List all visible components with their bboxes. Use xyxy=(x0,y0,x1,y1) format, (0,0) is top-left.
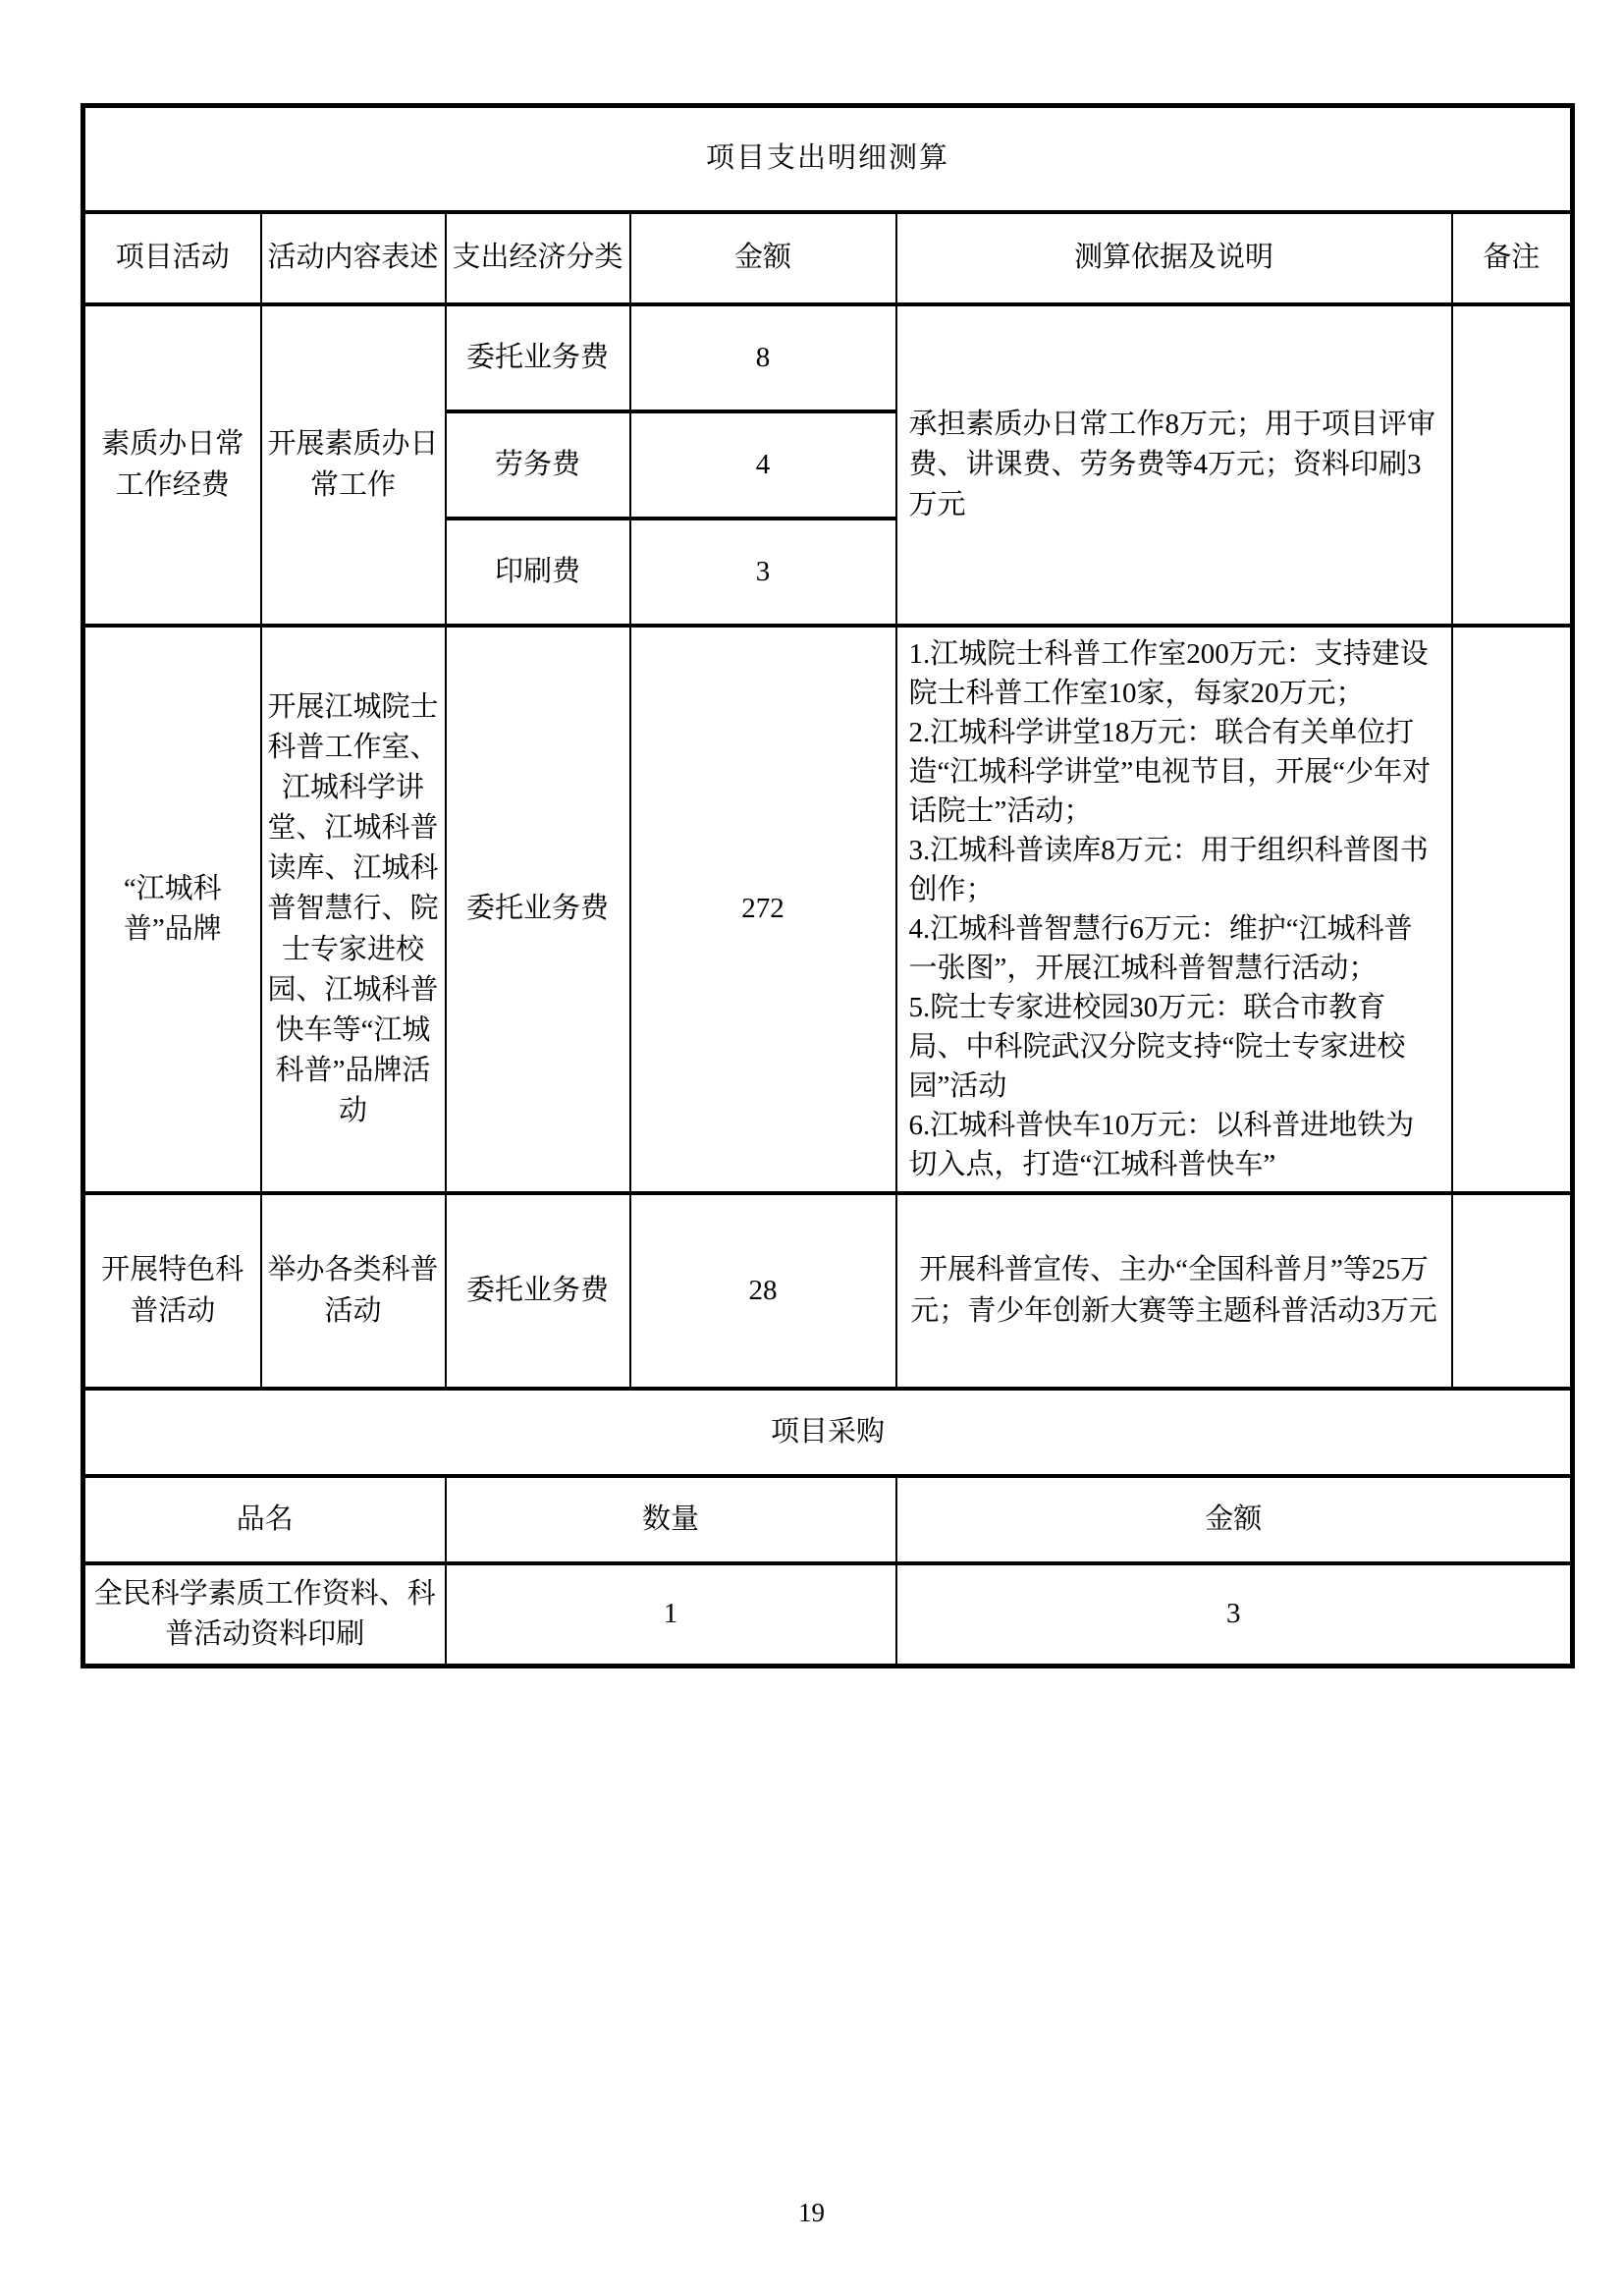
section1-item2-amount: 4 xyxy=(630,411,896,519)
section1-item3-category: 印刷费 xyxy=(446,519,630,626)
section3-remark xyxy=(1452,1193,1573,1389)
section2-basis: 1.江城院士科普工作室200万元：支持建设院士科普工作室10家，每家20万元； 2.江城科学讲堂18万元：联合有关单位打造“江城科学讲堂”电视节目，开展“少年对话院士”活动； 3.江城科普读库8万元：用于组织科普图书创作； 4.江城科普智慧行6万元：维护“江城科普一张图”，开展江城科普智慧行活动； 5.院士专家进校园30万元：联合市教育局、中科院武汉分院支持“院士专家进校园”活动 6.江城科普快车10万元：以科普进地铁为切入点，打造“江城科普快车” xyxy=(896,626,1452,1193)
header-remark: 备注 xyxy=(1452,212,1573,304)
section2-row xyxy=(83,626,1573,1193)
section2-description: 开展江城院士科普工作室、江城科学讲堂、江城科普读库、江城科普智慧行、院士专家进校园、江城科普快车等“江城科普”品牌活动 xyxy=(261,626,446,1193)
section3-row xyxy=(83,1193,1573,1389)
page-number: 19 xyxy=(798,2198,825,2227)
procurement-header-row xyxy=(83,1476,1573,1563)
header-amount: 金额 xyxy=(630,212,896,304)
section3-item1-category: 委托业务费 xyxy=(446,1193,630,1389)
proc-header-item-name: 品名 xyxy=(83,1476,446,1563)
section1-item1-amount: 8 xyxy=(630,304,896,411)
section2-item1-category: 委托业务费 xyxy=(446,626,630,1193)
expenditure-table-header-row xyxy=(83,212,1573,304)
section1-basis: 承担素质办日常工作8万元；用于项目评审费、讲课费、劳务费等4万元；资料印刷3万元 xyxy=(896,304,1452,626)
header-expense-category: 支出经济分类 xyxy=(446,212,630,304)
section3-basis: 开展科普宣传、主办“全国科普月”等25万元；青少年创新大赛等主题科普活动3万元 xyxy=(896,1193,1452,1389)
section3-description: 举办各类科普活动 xyxy=(261,1193,446,1389)
header-calculation-basis: 测算依据及说明 xyxy=(896,212,1452,304)
procurement-data-row xyxy=(83,1563,1573,1667)
section2-remark xyxy=(1452,626,1573,1193)
header-activity-description: 活动内容表述 xyxy=(261,212,446,304)
section2-item1-amount: 272 xyxy=(630,626,896,1193)
proc-item-quantity: 1 xyxy=(446,1563,896,1667)
section1-row1 xyxy=(83,304,1573,411)
procurement-table-title: 项目采购 xyxy=(83,1389,1573,1476)
proc-item-amount: 3 xyxy=(896,1563,1573,1667)
section1-description: 开展素质办日常工作 xyxy=(261,304,446,626)
section3-activity: 开展特色科普活动 xyxy=(83,1193,261,1389)
expenditure-table-title-row xyxy=(83,106,1573,213)
header-project-activity: 项目活动 xyxy=(83,212,261,304)
proc-item-name: 全民科学素质工作资料、科普活动资料印刷 xyxy=(83,1563,446,1667)
section1-item1-category: 委托业务费 xyxy=(446,304,630,411)
expenditure-table-title: 项目支出明细测算 xyxy=(83,106,1573,213)
proc-header-quantity: 数量 xyxy=(446,1476,896,1563)
section1-remark xyxy=(1452,304,1573,626)
expenditure-detail-table xyxy=(81,103,1575,1668)
section3-item1-amount: 28 xyxy=(630,1193,896,1389)
procurement-title-row xyxy=(83,1389,1573,1476)
section1-item3-amount: 3 xyxy=(630,519,896,626)
section1-activity: 素质办日常工作经费 xyxy=(83,304,261,626)
proc-header-amount: 金额 xyxy=(896,1476,1573,1563)
section1-item2-category: 劳务费 xyxy=(446,411,630,519)
section2-activity: “江城科普”品牌 xyxy=(83,626,261,1193)
